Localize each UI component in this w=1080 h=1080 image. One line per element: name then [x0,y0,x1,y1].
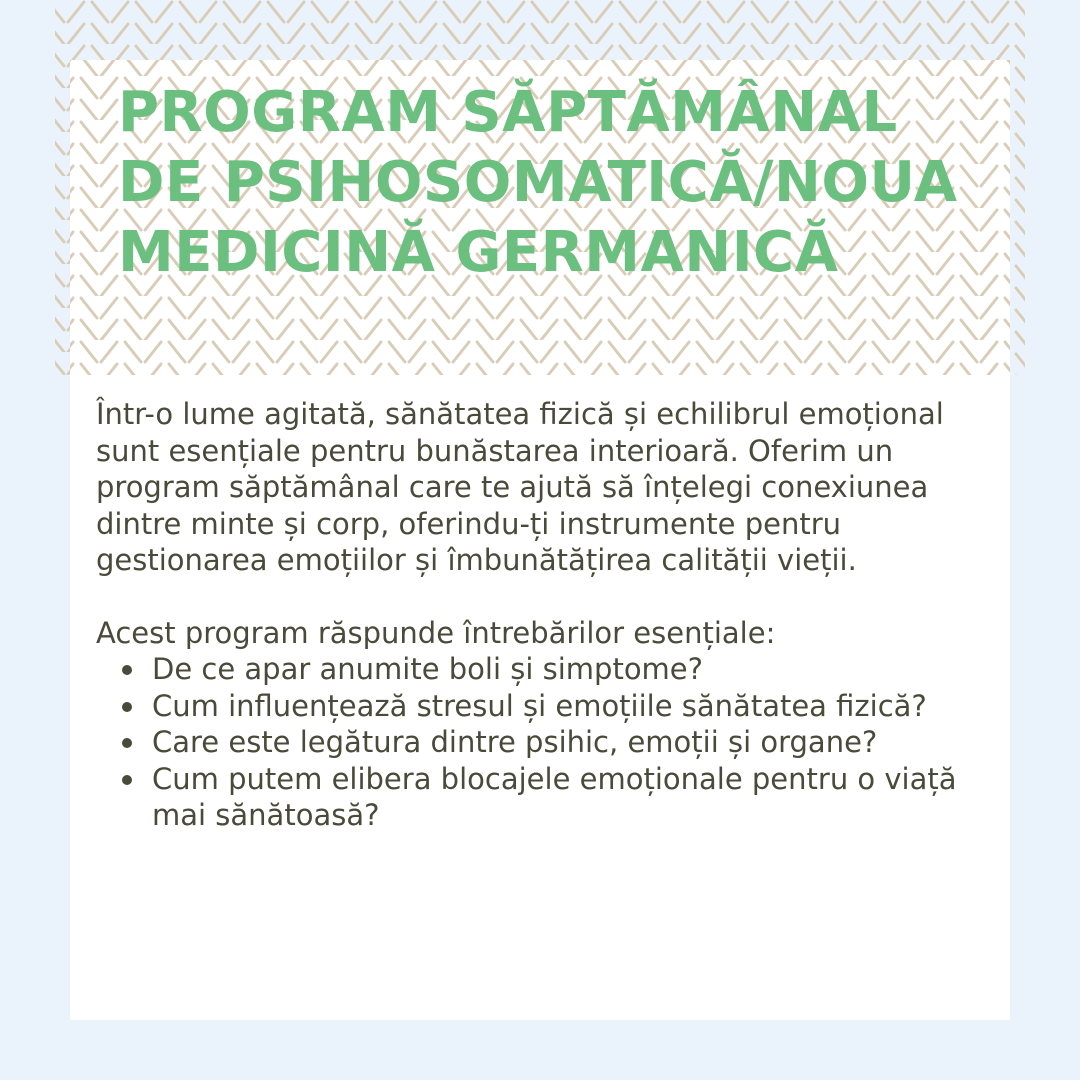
bullet-icon [122,738,132,748]
content-card [70,60,1010,1020]
question-text: Care este legătura dintre psihic, emoții și organe? [152,725,878,759]
body-text [96,396,986,834]
page-title: PROGRAM SĂPTĂMÂNAL DE PSIHOSOMATICĂ/NOUA MEDICINĂ GERMANICĂ [118,80,958,285]
bullet-icon [122,775,132,785]
bullet-icon [122,665,132,675]
list-item [152,651,986,688]
question-text: Cum putem elibera blocajele emoționale pentru o viață mai sănătoasă? [152,761,957,832]
question-text: De ce apar anumite boli și simptome? [152,652,704,686]
list-item [152,761,986,834]
list-item [152,724,986,761]
questions-list [96,651,986,834]
intro-paragraph: Într-o lume agitată, sănătatea fizică și echilibrul emoțional sunt esențiale pentru bunăstarea interioară. Oferim un program săptămânal care te ajută să înțelegi conexiunea dintre minte și corp, oferindu-ți instrumente pentru gestionarea emoțiilor și îmbunătățirea calității vieții. [96,397,944,577]
bullet-icon [122,702,132,712]
list-item [152,688,986,725]
questions-heading: Acest program răspunde întrebărilor esențiale: [96,615,776,650]
question-text: Cum influențează stresul și emoțiile sănătatea fizică? [152,688,927,723]
